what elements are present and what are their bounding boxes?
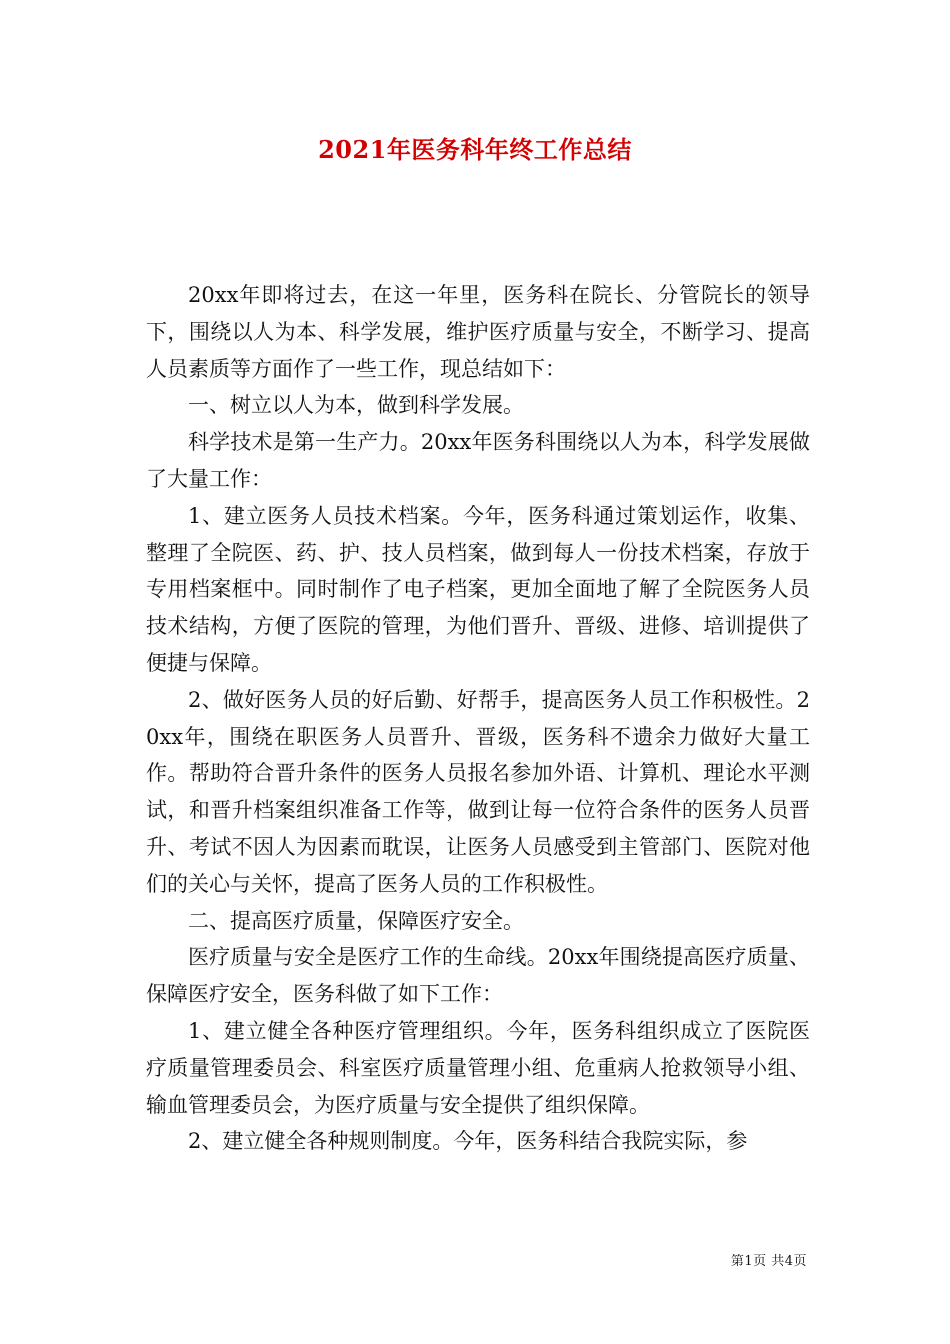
document-title: 2021年医务科年终工作总结	[318, 135, 632, 164]
document-body	[146, 277, 810, 1160]
section-heading-2: 二、提高医疗质量，保障医疗安全。	[188, 908, 524, 933]
paragraph-intro: 20xx年即将过去，在这一年里，医务科在院长、分管院长的领导下，围绕以人为本、科学发展，维护医疗质量与安全，不断学习、提高人员素质等方面作了一些工作，现总结如下：	[146, 283, 810, 381]
paragraph: 医疗质量与安全是医疗工作的生命线。20xx年围绕提高医疗质量、保障医疗安全，医务科做了如下工作：	[146, 945, 810, 1007]
paragraph: 科学技术是第一生产力。20xx年医务科围绕以人为本，科学发展做了大量工作：	[146, 430, 810, 491]
paragraph: 1、建立健全各种医疗管理组织。今年，医务科组织成立了医院医疗质量管理委员会、科室医疗质量管理小组、危重病人抢救领导小组、输血管理委员会，为医疗质量与安全提供了组织保障。	[146, 1018, 810, 1117]
section-heading-1: 一、树立以人为本，做到科学发展。	[188, 393, 524, 418]
paragraph: 2、建立健全各种规则制度。今年，医务科结合我院实际，参	[188, 1129, 748, 1154]
paragraph: 1、建立医务人员技术档案。今年，医务科通过策划运作，收集、整理了全院医、药、护、技人员档案，做到每人一份技术档案，存放于专用档案框中。同时制作了电子档案，更加全面地了解了全院医务人员技术结构，方便了医院的管理，为他们晋升、晋级、进修、培训提供了便捷与保障。	[146, 503, 810, 675]
paragraph: 2、做好医务人员的好后勤、好帮手，提高医务人员工作积极性。20xx年，围绕在职医务人员晋升、晋级，医务科不遗余力做好大量工作。帮助符合晋升条件的医务人员报名参加外语、计算机、理论水平测试，和晋升档案组织准备工作等，做到让每一位符合条件的医务人员晋升、考试不因人为因素而耽误，让医务人员感受到主管部门、医院对他们的关心与关怀，提高了医务人员的工作积极性。	[146, 687, 810, 896]
page-number: 第1页 共4页	[730, 1254, 807, 1269]
